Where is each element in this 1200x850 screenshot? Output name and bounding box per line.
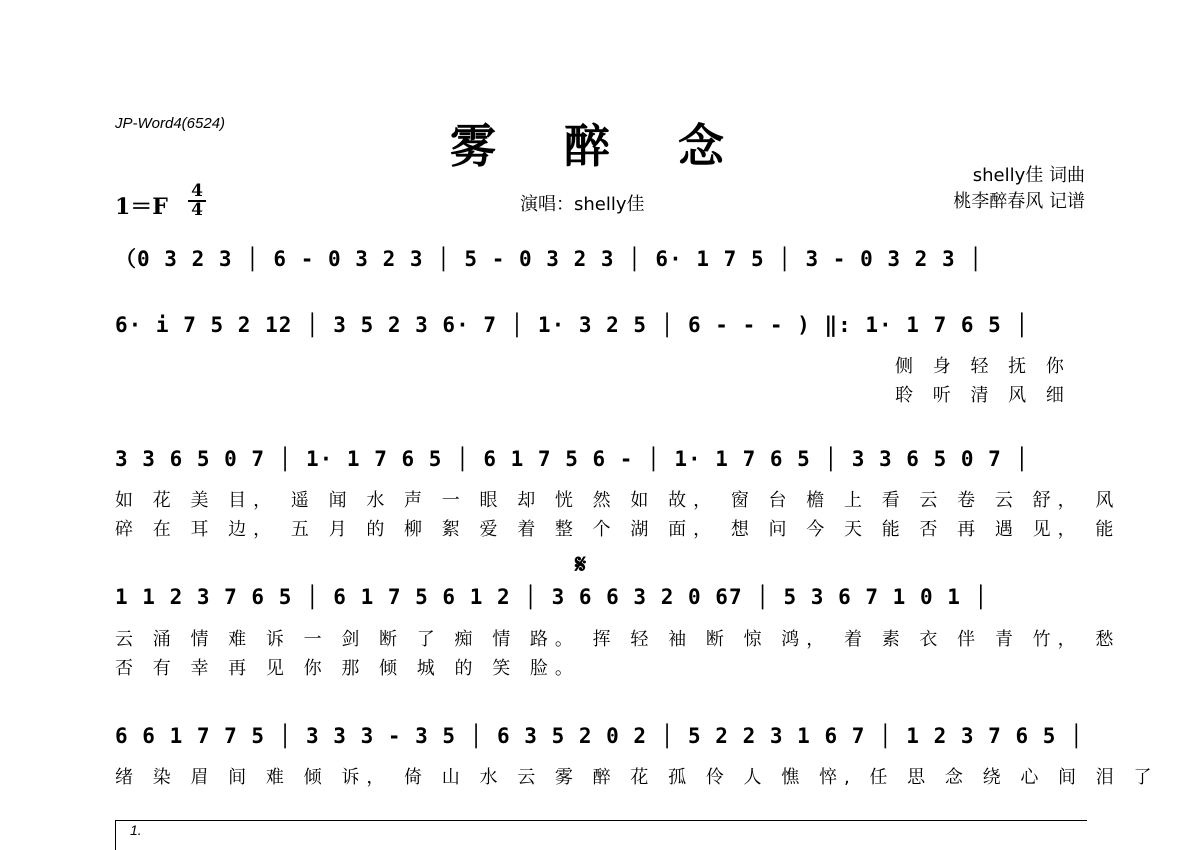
first-ending-bracket-hook: [115, 820, 116, 850]
notation-line-2: 6· i 7 5 2 12 │ 3 5 2 3 6· 7 │ 1· 3 2 5 │ 6 - - - ) ‖: 1· 1 7 6 5 │: [115, 313, 1030, 337]
credits: [953, 163, 1085, 215]
segno-sign: 𝄋: [575, 550, 587, 580]
lyric-line-3-verse-1: 如 花 美 目， 遥 闻 水 声 一 眼 却 恍 然 如 故， 窗 台 檐 上 看 云 卷 云 舒， 风: [115, 490, 1121, 511]
lyric-line-4-verse-1: 云 涌 情 难 诉 一 剑 断 了 痴 情 路。 挥 轻 袖 断 惊 鸿， 着 素 衣 伴 青 竹， 愁: [115, 629, 1121, 650]
lyric-line-2-verse-1: 侧 身 轻 抚 你: [895, 356, 1071, 377]
lyric-line-4-verse-2: 否 有 幸 再 见 你 那 倾 城 的 笑 脸。: [115, 658, 580, 679]
lyric-line-2-verse-2: 聆 听 清 风 细: [895, 385, 1071, 406]
singer-credit: 演唱：shelly佳: [520, 194, 645, 215]
notation-line-4: 1 1 2 3 7 6 5 │ 6 1 7 5 6 1 2 │ 3 6 6 3 2 0 67 │ 5 3 6 7 1 0 1 │: [115, 585, 989, 609]
key-signature: 1＝F: [115, 194, 168, 220]
notation-line-3: 3 3 6 5 0 7 │ 1· 1 7 6 5 │ 6 1 7 5 6 - │ 1· 1 7 6 5 │ 3 3 6 5 0 7 │: [115, 447, 1030, 471]
software-label: JP-Word4(6524): [115, 115, 226, 132]
time-signature-denominator: 4: [191, 200, 203, 220]
song-title: 雾 醉 念: [449, 119, 751, 173]
notation-line-5: 6 6 1 7 7 5 │ 3 3 3 - 3 5 │ 6 3 5 2 0 2 │ 5 2 2 3 1 6 7 │ 1 2 3 7 6 5 │: [115, 724, 1084, 748]
lyricist-composer: shelly佳 词曲: [972, 165, 1085, 186]
first-ending-label: 1.: [130, 822, 142, 838]
notation-line-1: （0 3 2 3 │ 6 - 0 3 2 3 │ 5 - 0 3 2 3 │ 6· 1 7 5 │ 3 - 0 3 2 3 │: [115, 247, 983, 271]
lyric-line-3-verse-2: 碎 在 耳 边， 五 月 的 柳 絮 爱 着 整 个 湖 面， 想 问 今 天 能 否 再 遇 见， 能: [115, 519, 1121, 540]
time-signature-numerator: 4: [191, 181, 203, 201]
transcriber: 桃李醉春风 记谱: [953, 191, 1085, 212]
time-signature: [186, 183, 208, 219]
first-ending-bracket-line: [115, 820, 1087, 821]
lyric-line-5-verse-1: 绪 染 眉 间 难 倾 诉， 倚 山 水 云 雾 醉 花 孤 伶 人 憔 悴, 任 思 念 绕 心 间 泪 了: [115, 767, 1159, 788]
